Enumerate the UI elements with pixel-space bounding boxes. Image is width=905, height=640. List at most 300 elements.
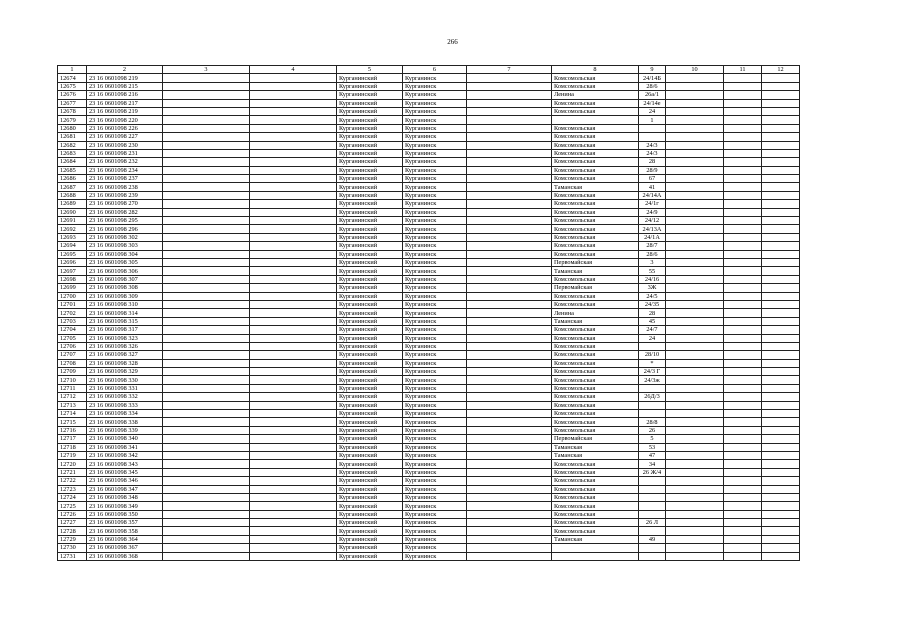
cell-col-8: Комсомольская (552, 468, 639, 476)
cell-col-11 (724, 208, 762, 216)
cell-col-10 (666, 107, 724, 115)
cell-col-9: 24 (639, 334, 666, 342)
cell-col-7 (467, 519, 552, 527)
cell-col-2: 23 16 0601098 217 (87, 99, 163, 107)
cell-col-12 (762, 368, 800, 376)
table-row (58, 250, 800, 258)
cell-col-10 (666, 267, 724, 275)
cell-col-5: Курганинский (337, 527, 403, 535)
cell-col-5: Курганинский (337, 91, 403, 99)
cell-col-3 (163, 426, 250, 434)
page-number: 266 (447, 38, 458, 46)
table-body (58, 74, 800, 561)
cell-col-5: Курганинский (337, 183, 403, 191)
cell-col-6: Курганинск (403, 426, 467, 434)
cell-col-12 (762, 217, 800, 225)
cell-col-1: 12721 (58, 468, 87, 476)
cell-col-8: Комсомольская (552, 242, 639, 250)
cell-col-5: Курганинский (337, 401, 403, 409)
cell-col-8: Комсомольская (552, 368, 639, 376)
cell-col-8: Комсомольская (552, 208, 639, 216)
cell-col-9: 24/7 (639, 326, 666, 334)
cell-col-10 (666, 510, 724, 518)
cell-col-4 (250, 292, 337, 300)
cell-col-6: Курганинск (403, 393, 467, 401)
cell-col-6: Курганинск (403, 493, 467, 501)
table-row (58, 309, 800, 317)
cell-col-2: 23 16 0601098 232 (87, 158, 163, 166)
cell-col-8: Комсомольская (552, 334, 639, 342)
table-row (58, 242, 800, 250)
cell-col-4 (250, 149, 337, 157)
table-row (58, 401, 800, 409)
cell-col-8: Комсомольская (552, 275, 639, 283)
cell-col-10 (666, 460, 724, 468)
cell-col-1: 12684 (58, 158, 87, 166)
cell-col-2: 23 16 0601098 308 (87, 284, 163, 292)
cell-col-1: 12727 (58, 519, 87, 527)
cell-col-1: 12699 (58, 284, 87, 292)
cell-col-10 (666, 292, 724, 300)
cell-col-9: 3 (639, 258, 666, 266)
cell-col-6: Курганинск (403, 418, 467, 426)
cell-col-10 (666, 317, 724, 325)
table-row (58, 468, 800, 476)
cell-col-7 (467, 258, 552, 266)
cell-col-11 (724, 74, 762, 82)
cell-col-3 (163, 552, 250, 560)
column-header-5: 5 (337, 66, 403, 74)
cell-col-5: Курганинский (337, 141, 403, 149)
cell-col-12 (762, 535, 800, 543)
cell-col-11 (724, 225, 762, 233)
cell-col-1: 12707 (58, 351, 87, 359)
cell-col-5: Курганинский (337, 300, 403, 308)
cell-col-3 (163, 91, 250, 99)
column-header-8: 8 (552, 66, 639, 74)
cell-col-6: Курганинск (403, 175, 467, 183)
cell-col-6: Курганинск (403, 200, 467, 208)
cell-col-8: Первомайская (552, 435, 639, 443)
cell-col-7 (467, 267, 552, 275)
cell-col-2: 23 16 0601098 323 (87, 334, 163, 342)
table-row (58, 393, 800, 401)
cell-col-7 (467, 334, 552, 342)
cell-col-12 (762, 158, 800, 166)
column-header-4: 4 (250, 66, 337, 74)
cell-col-5: Курганинский (337, 376, 403, 384)
cell-col-1: 12676 (58, 91, 87, 99)
cell-col-3 (163, 107, 250, 115)
cell-col-2: 23 16 0601098 230 (87, 141, 163, 149)
cell-col-1: 12715 (58, 418, 87, 426)
cell-col-1: 12691 (58, 217, 87, 225)
table-row (58, 477, 800, 485)
cell-col-5: Курганинский (337, 384, 403, 392)
cell-col-12 (762, 175, 800, 183)
cell-col-8: Комсомольская (552, 426, 639, 434)
cell-col-7 (467, 133, 552, 141)
cell-col-6: Курганинск (403, 468, 467, 476)
cell-col-6: Курганинск (403, 183, 467, 191)
cell-col-12 (762, 275, 800, 283)
cell-col-7 (467, 175, 552, 183)
table-row (58, 351, 800, 359)
cell-col-1: 12704 (58, 326, 87, 334)
cell-col-5: Курганинский (337, 552, 403, 560)
table-row (58, 418, 800, 426)
cell-col-2: 23 16 0601098 334 (87, 410, 163, 418)
cell-col-8: Комсомольская (552, 250, 639, 258)
cell-col-1: 12696 (58, 258, 87, 266)
cell-col-12 (762, 384, 800, 392)
cell-col-1: 12729 (58, 535, 87, 543)
cell-col-10 (666, 443, 724, 451)
cell-col-1: 12717 (58, 435, 87, 443)
table-row (58, 410, 800, 418)
cell-col-5: Курганинский (337, 342, 403, 350)
cell-col-8: Комсомольская (552, 351, 639, 359)
cell-col-12 (762, 200, 800, 208)
cell-col-12 (762, 149, 800, 157)
cell-col-9 (639, 384, 666, 392)
cell-col-6: Курганинск (403, 544, 467, 552)
cell-col-4 (250, 275, 337, 283)
cell-col-4 (250, 468, 337, 476)
cell-col-11 (724, 166, 762, 174)
cell-col-8: Комсомольская (552, 124, 639, 132)
cell-col-2: 23 16 0601098 329 (87, 368, 163, 376)
cell-col-4 (250, 200, 337, 208)
cell-col-6: Курганинск (403, 141, 467, 149)
cell-col-4 (250, 544, 337, 552)
cell-col-12 (762, 183, 800, 191)
cell-col-9 (639, 477, 666, 485)
cell-col-1: 12682 (58, 141, 87, 149)
cell-col-8: Таманская (552, 451, 639, 459)
cell-col-12 (762, 300, 800, 308)
cell-col-11 (724, 359, 762, 367)
cell-col-7 (467, 309, 552, 317)
cell-col-5: Курганинский (337, 477, 403, 485)
cell-col-1: 12711 (58, 384, 87, 392)
cell-col-10 (666, 342, 724, 350)
cell-col-1: 12688 (58, 191, 87, 199)
cell-col-11 (724, 309, 762, 317)
cell-col-9: 24/35 (639, 300, 666, 308)
cell-col-4 (250, 74, 337, 82)
cell-col-8: Комсомольская (552, 149, 639, 157)
cell-col-2: 23 16 0601098 306 (87, 267, 163, 275)
cell-col-11 (724, 368, 762, 376)
cell-col-7 (467, 300, 552, 308)
cell-col-7 (467, 200, 552, 208)
cell-col-10 (666, 418, 724, 426)
cell-col-11 (724, 535, 762, 543)
cell-col-1: 12716 (58, 426, 87, 434)
cell-col-6: Курганинск (403, 552, 467, 560)
cell-col-2: 23 16 0601098 305 (87, 258, 163, 266)
cell-col-2: 23 16 0601098 237 (87, 175, 163, 183)
cell-col-10 (666, 493, 724, 501)
cell-col-1: 12710 (58, 376, 87, 384)
cell-col-3 (163, 250, 250, 258)
cell-col-6: Курганинск (403, 258, 467, 266)
cell-col-5: Курганинский (337, 443, 403, 451)
table-row (58, 91, 800, 99)
cell-col-7 (467, 485, 552, 493)
cell-col-12 (762, 99, 800, 107)
cell-col-11 (724, 401, 762, 409)
cell-col-7 (467, 401, 552, 409)
cell-col-12 (762, 418, 800, 426)
cell-col-8: Комсомольская (552, 418, 639, 426)
table-row (58, 166, 800, 174)
cell-col-3 (163, 401, 250, 409)
column-header-2: 2 (87, 66, 163, 74)
table-row (58, 82, 800, 90)
cell-col-8: Комсомольская (552, 502, 639, 510)
cell-col-12 (762, 107, 800, 115)
cell-col-11 (724, 342, 762, 350)
cell-col-3 (163, 460, 250, 468)
cell-col-3 (163, 133, 250, 141)
cell-col-8: Таманская (552, 267, 639, 275)
table-row (58, 443, 800, 451)
cell-col-8: Первомайская (552, 258, 639, 266)
cell-col-4 (250, 225, 337, 233)
cell-col-6: Курганинск (403, 99, 467, 107)
table-row (58, 535, 800, 543)
cell-col-3 (163, 267, 250, 275)
cell-col-2: 23 16 0601098 226 (87, 124, 163, 132)
cell-col-3 (163, 208, 250, 216)
cell-col-4 (250, 326, 337, 334)
table-row (58, 544, 800, 552)
cell-col-5: Курганинский (337, 208, 403, 216)
cell-col-11 (724, 376, 762, 384)
cell-col-10 (666, 124, 724, 132)
cell-col-1: 12690 (58, 208, 87, 216)
cell-col-6: Курганинск (403, 116, 467, 124)
cell-col-6: Курганинск (403, 342, 467, 350)
cell-col-4 (250, 342, 337, 350)
cell-col-10 (666, 166, 724, 174)
cell-col-4 (250, 217, 337, 225)
cell-col-4 (250, 359, 337, 367)
cell-col-10 (666, 359, 724, 367)
cell-col-6: Курганинск (403, 485, 467, 493)
cell-col-9 (639, 493, 666, 501)
cell-col-11 (724, 217, 762, 225)
cell-col-9 (639, 342, 666, 350)
cell-col-9: 26а/1 (639, 91, 666, 99)
cell-col-4 (250, 250, 337, 258)
cell-col-12 (762, 351, 800, 359)
cell-col-3 (163, 393, 250, 401)
cell-col-2: 23 16 0601098 317 (87, 326, 163, 334)
cell-col-1: 12723 (58, 485, 87, 493)
cell-col-12 (762, 359, 800, 367)
table-row (58, 485, 800, 493)
cell-col-2: 23 16 0601098 314 (87, 309, 163, 317)
cell-col-2: 23 16 0601098 307 (87, 275, 163, 283)
cell-col-4 (250, 451, 337, 459)
table-row (58, 368, 800, 376)
cell-col-12 (762, 401, 800, 409)
cell-col-2: 23 16 0601098 350 (87, 510, 163, 518)
cell-col-12 (762, 133, 800, 141)
cell-col-4 (250, 208, 337, 216)
cell-col-1: 12685 (58, 166, 87, 174)
cell-col-6: Курганинск (403, 158, 467, 166)
cell-col-5: Курганинский (337, 233, 403, 241)
cell-col-11 (724, 250, 762, 258)
cell-col-7 (467, 468, 552, 476)
cell-col-8: Комсомольская (552, 460, 639, 468)
cell-col-12 (762, 477, 800, 485)
table-row (58, 317, 800, 325)
cell-col-4 (250, 158, 337, 166)
cell-col-11 (724, 468, 762, 476)
cell-col-4 (250, 82, 337, 90)
cell-col-2: 23 16 0601098 347 (87, 485, 163, 493)
table-row (58, 107, 800, 115)
cell-col-11 (724, 519, 762, 527)
cell-col-10 (666, 225, 724, 233)
cell-col-12 (762, 342, 800, 350)
cell-col-10 (666, 91, 724, 99)
cell-col-4 (250, 384, 337, 392)
cell-col-8: Комсомольская (552, 485, 639, 493)
cell-col-9: 55 (639, 267, 666, 275)
cell-col-1: 12700 (58, 292, 87, 300)
cell-col-3 (163, 443, 250, 451)
cell-col-11 (724, 107, 762, 115)
cell-col-11 (724, 493, 762, 501)
table-row (58, 384, 800, 392)
cell-col-4 (250, 368, 337, 376)
cell-col-11 (724, 510, 762, 518)
cell-col-4 (250, 351, 337, 359)
cell-col-9: 28/10 (639, 351, 666, 359)
cell-col-12 (762, 485, 800, 493)
cell-col-11 (724, 141, 762, 149)
cell-col-4 (250, 535, 337, 543)
cell-col-10 (666, 527, 724, 535)
cell-col-3 (163, 544, 250, 552)
cell-col-12 (762, 82, 800, 90)
cell-col-7 (467, 141, 552, 149)
cell-col-10 (666, 233, 724, 241)
cell-col-11 (724, 267, 762, 275)
cell-col-9: 28/6 (639, 250, 666, 258)
cell-col-7 (467, 166, 552, 174)
cell-col-3 (163, 527, 250, 535)
cell-col-6: Курганинск (403, 309, 467, 317)
cell-col-6: Курганинск (403, 477, 467, 485)
cell-col-9: 5 (639, 435, 666, 443)
cell-col-2: 23 16 0601098 304 (87, 250, 163, 258)
cell-col-10 (666, 217, 724, 225)
cell-col-2: 23 16 0601098 215 (87, 82, 163, 90)
cell-col-10 (666, 149, 724, 157)
cell-col-1: 12692 (58, 225, 87, 233)
cell-col-3 (163, 510, 250, 518)
cell-col-1: 12714 (58, 410, 87, 418)
registry-table (57, 65, 800, 561)
cell-col-12 (762, 435, 800, 443)
table-row (58, 552, 800, 560)
cell-col-2: 23 16 0601098 310 (87, 300, 163, 308)
cell-col-3 (163, 334, 250, 342)
cell-col-3 (163, 166, 250, 174)
cell-col-5: Курганинский (337, 275, 403, 283)
cell-col-5: Курганинский (337, 217, 403, 225)
cell-col-6: Курганинск (403, 107, 467, 115)
cell-col-4 (250, 401, 337, 409)
cell-col-4 (250, 477, 337, 485)
cell-col-7 (467, 208, 552, 216)
cell-col-4 (250, 493, 337, 501)
cell-col-2: 23 16 0601098 341 (87, 443, 163, 451)
cell-col-11 (724, 200, 762, 208)
cell-col-8: Комсомольская (552, 82, 639, 90)
table-row (58, 175, 800, 183)
cell-col-10 (666, 451, 724, 459)
cell-col-11 (724, 443, 762, 451)
cell-col-10 (666, 334, 724, 342)
table-row (58, 191, 800, 199)
cell-col-3 (163, 351, 250, 359)
cell-col-10 (666, 393, 724, 401)
cell-col-9 (639, 552, 666, 560)
cell-col-12 (762, 191, 800, 199)
cell-col-1: 12706 (58, 342, 87, 350)
table-row (58, 326, 800, 334)
cell-col-10 (666, 250, 724, 258)
cell-col-11 (724, 317, 762, 325)
cell-col-2: 23 16 0601098 227 (87, 133, 163, 141)
cell-col-1: 12712 (58, 393, 87, 401)
cell-col-11 (724, 485, 762, 493)
table-row (58, 149, 800, 157)
cell-col-12 (762, 460, 800, 468)
cell-col-4 (250, 410, 337, 418)
cell-col-2: 23 16 0601098 330 (87, 376, 163, 384)
cell-col-8: Комсомольская (552, 493, 639, 501)
cell-col-3 (163, 309, 250, 317)
cell-col-2: 23 16 0601098 364 (87, 535, 163, 543)
cell-col-3 (163, 258, 250, 266)
cell-col-9: 24/5 (639, 292, 666, 300)
cell-col-1: 12703 (58, 317, 87, 325)
cell-col-12 (762, 451, 800, 459)
cell-col-6: Курганинск (403, 359, 467, 367)
cell-col-1: 12705 (58, 334, 87, 342)
cell-col-3 (163, 233, 250, 241)
cell-col-6: Курганинск (403, 124, 467, 132)
cell-col-6: Курганинск (403, 502, 467, 510)
cell-col-3 (163, 158, 250, 166)
cell-col-5: Курганинский (337, 451, 403, 459)
cell-col-8: Комсомольская (552, 233, 639, 241)
cell-col-9: 24/14А (639, 191, 666, 199)
cell-col-1: 12730 (58, 544, 87, 552)
cell-col-5: Курганинский (337, 225, 403, 233)
cell-col-10 (666, 116, 724, 124)
cell-col-8: Комсомольская (552, 393, 639, 401)
